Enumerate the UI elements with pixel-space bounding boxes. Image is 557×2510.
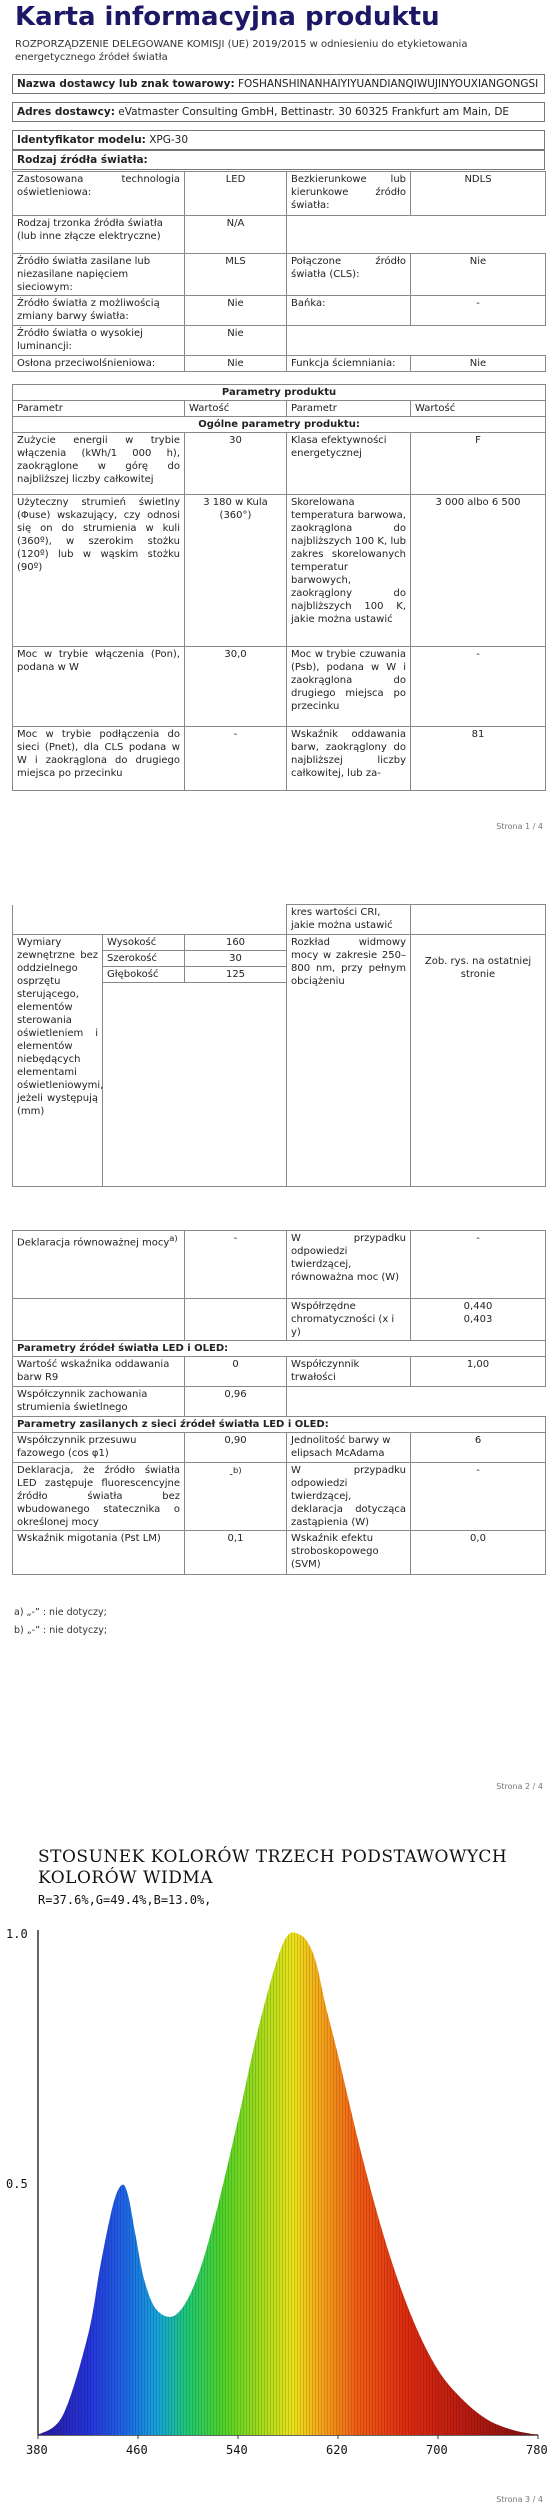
param-cell: Funkcja ściemniania: bbox=[287, 356, 411, 372]
value-cell: 6 bbox=[411, 1433, 546, 1463]
param-cell: Współczynnik zachowania strumienia świetlnego bbox=[13, 1387, 185, 1417]
param-cell: Źródło światła o wysokiej luminancji: bbox=[13, 326, 185, 356]
table-row bbox=[13, 1387, 546, 1417]
equiv-power-label: Deklaracja równoważnej mocy bbox=[17, 1237, 170, 1249]
table-row bbox=[13, 935, 546, 951]
chart-subtitle: R=37.6%,G=49.4%,B=13.0%, bbox=[38, 1893, 212, 1907]
page-number: Strona 1 / 4 bbox=[496, 822, 543, 831]
source-type-table bbox=[12, 171, 546, 372]
value-cell: Nie bbox=[185, 356, 287, 372]
supplier-value: FOSHANSHINANHAIYIYUANDIANQIWUJINYOUXIANGONGSI bbox=[238, 78, 539, 90]
table-header-row bbox=[13, 417, 546, 433]
param-cell: Bańka: bbox=[287, 296, 411, 326]
x-tick-label: 460 bbox=[126, 2443, 148, 2457]
empty-cell bbox=[103, 983, 185, 1187]
table-row bbox=[13, 1299, 546, 1341]
param-cell: W przypadku odpowiedzi twierdzącej, równoważna moc (W) bbox=[287, 1231, 411, 1299]
param-cell: Zastosowana technologia oświetleniowa: bbox=[13, 172, 185, 216]
param-cell: Moc w trybie czuwania (Psb), podana w W i zaokrąglona do drugiego miejsca po przecinku bbox=[287, 647, 411, 727]
table-header-row bbox=[13, 385, 546, 401]
value-cell: - bbox=[411, 1463, 546, 1531]
x-tick-label: 380 bbox=[26, 2443, 48, 2457]
spectrum-chart bbox=[0, 1825, 557, 2485]
table-row bbox=[13, 727, 546, 791]
param-cell: Użyteczny strumień świetlny (Φuse) wskazujący, czy odnosi się on do strumienia w kuli (360º), w szerokim stożku (120º) lub w wąskim stożku (90º) bbox=[13, 495, 185, 647]
value-cell bbox=[185, 1463, 287, 1531]
value-cell: LED bbox=[185, 172, 287, 216]
param-cell: Wartość wskaźnika oddawania barw R9 bbox=[13, 1357, 185, 1387]
product-params-table bbox=[12, 384, 546, 791]
address-row bbox=[12, 102, 545, 122]
y-tick-label: 1.0 bbox=[6, 1927, 28, 1941]
param-cell: Jednolitość barwy w elipsach McAdama bbox=[287, 1433, 411, 1463]
regulation-subtitle: ROZPORZĄDZENIE DELEGOWANE KOMISJI (UE) 2019/2015 w odniesieniu do etykietowania energetycznego źródeł światła bbox=[15, 39, 468, 63]
source-type-row bbox=[12, 150, 545, 170]
table-row bbox=[13, 254, 546, 296]
param-cell: Moc w trybie włączenia (Pon), podana w W bbox=[13, 647, 185, 727]
value-cell: N/A bbox=[185, 216, 287, 254]
value-cell: 0 bbox=[185, 1357, 287, 1387]
general-params-header: Ogólne parametry produktu: bbox=[13, 417, 546, 433]
param-cell: Współczynnik trwałości bbox=[287, 1357, 411, 1387]
dim-label: Głębokość bbox=[103, 967, 185, 983]
x-tick-label: 700 bbox=[426, 2443, 448, 2457]
value-cell: - bbox=[185, 1231, 287, 1299]
dim-value: 30 bbox=[185, 951, 287, 967]
value-cell: 0,1 bbox=[185, 1531, 287, 1575]
model-label: Identyfikator modelu: bbox=[17, 134, 146, 146]
table-row bbox=[13, 433, 546, 495]
value-cell: - bbox=[411, 1231, 546, 1299]
dim-value: 125 bbox=[185, 967, 287, 983]
column-header: Parametr bbox=[287, 401, 411, 417]
param-cell: Źródło światła zasilane lub niezasilane napięciem sieciowym: bbox=[13, 254, 185, 296]
table-row bbox=[13, 326, 546, 356]
value-cell: Nie bbox=[411, 356, 546, 372]
value-cell: 3 000 albo 6 500 bbox=[411, 495, 546, 647]
empty-cell bbox=[287, 216, 411, 254]
param-cell: Moc w trybie podłączenia do sieci (Pnet), dla CLS podana w W i zaokrąglona do drugiego miejsca po przecinku bbox=[13, 727, 185, 791]
param-cell: Zużycie energii w trybie włączenia (kWh/1 000 h), zaokrąglone w górę do najbliższej liczby całkowitej bbox=[13, 433, 185, 495]
page-1 bbox=[0, 0, 557, 840]
value-cell: 81 bbox=[411, 727, 546, 791]
empty-cell bbox=[411, 905, 546, 935]
param-cell: Deklaracja, że źródło światła LED zastępuje fluorescencyjne źródło światła bez wbudowanego statecznika o określonej mocy bbox=[13, 1463, 185, 1531]
value-cell: NDLS bbox=[411, 172, 546, 216]
dimensions-label: Wymiary zewnętrzne bez oddzielnego osprzętu sterującego, elementów sterowania oświetleniem i elementów niebędących elementami oświetleniowymi, jeżeli występują (mm) bbox=[13, 935, 103, 1187]
lower-params-table bbox=[12, 1230, 546, 1575]
param-cell: W przypadku odpowiedzi twierdzącej, deklaracja dotycząca zastąpienia (W) bbox=[287, 1463, 411, 1531]
value-cell: 0,440 0,403 bbox=[411, 1299, 546, 1341]
empty-cell bbox=[185, 905, 287, 935]
value-cell: - bbox=[411, 647, 546, 727]
address-label: Adres dostawcy: bbox=[17, 106, 115, 118]
column-header: Wartość bbox=[411, 401, 546, 417]
param-cell: Współczynnik przesuwu fazowego (cos φ1) bbox=[13, 1433, 185, 1463]
x-tick-label: 780 bbox=[526, 2443, 548, 2457]
dash-value: - bbox=[229, 1469, 234, 1481]
param-cell: Współrzędne chromatyczności (x i y) bbox=[287, 1299, 411, 1341]
empty-cell bbox=[185, 983, 287, 1187]
table-row bbox=[13, 356, 546, 372]
led-params-header: Parametry źródeł światła LED i OLED: bbox=[13, 1341, 546, 1357]
table-row bbox=[13, 1531, 546, 1575]
spectrum-hatch bbox=[38, 1932, 538, 2435]
model-value: XPG-30 bbox=[149, 134, 189, 146]
param-cell: Bezkierunkowe lub kierunkowe źródło światła: bbox=[287, 172, 411, 216]
param-cell: Źródło światła z możliwością zmiany barwy światła: bbox=[13, 296, 185, 326]
table-header-row bbox=[13, 1417, 546, 1433]
page-number: Strona 2 / 4 bbox=[496, 1782, 543, 1791]
document-title: Karta informacyjna produktu bbox=[15, 2, 440, 32]
empty-cell bbox=[13, 905, 103, 935]
value-cell: MLS bbox=[185, 254, 287, 296]
empty-cell bbox=[411, 326, 546, 356]
value-cell: F bbox=[411, 433, 546, 495]
column-header: Parametr bbox=[13, 401, 185, 417]
y-tick-label: 0.5 bbox=[6, 2177, 28, 2191]
spectral-value: Zob. rys. na ostatniej stronie bbox=[411, 935, 546, 1187]
table-row bbox=[13, 905, 546, 935]
dim-value: 160 bbox=[185, 935, 287, 951]
table-row bbox=[13, 1357, 546, 1387]
param-cell: Połączone źródło światła (CLS): bbox=[287, 254, 411, 296]
table-header-row bbox=[13, 1341, 546, 1357]
page-3 bbox=[0, 1825, 557, 2510]
column-header: Wartość bbox=[185, 401, 287, 417]
value-cell: 30 bbox=[185, 433, 287, 495]
value-cell: - bbox=[411, 296, 546, 326]
continued-table bbox=[12, 904, 546, 1187]
empty-cell bbox=[411, 1387, 546, 1417]
table-row bbox=[13, 1433, 546, 1463]
param-cell: Wskaźnik efektu stroboskopowego (SVM) bbox=[287, 1531, 411, 1575]
x-tick-label: 620 bbox=[326, 2443, 348, 2457]
table-row bbox=[13, 216, 546, 254]
param-cell: Osłona przeciwolśnieniowa: bbox=[13, 356, 185, 372]
product-params-header: Parametry produktu bbox=[13, 385, 546, 401]
value-cell: Nie bbox=[185, 296, 287, 326]
model-row bbox=[12, 130, 545, 150]
page-number: Strona 3 / 4 bbox=[496, 2495, 543, 2504]
source-type-label: Rodzaj źródła światła: bbox=[17, 154, 148, 166]
value-cell: Nie bbox=[185, 326, 287, 356]
value-cell: Nie bbox=[411, 254, 546, 296]
dim-label: Szerokość bbox=[103, 951, 185, 967]
param-cell: Skorelowana temperatura barwowa, zaokrąglona do najbliższych 100 K, lub zakres skorelowanych temperatur barwowych, zaokrąglony do najbliższych 100 K, jakie można ustawić bbox=[287, 495, 411, 647]
value-cell: - bbox=[185, 727, 287, 791]
param-cell: Klasa efektywności energetycznej bbox=[287, 433, 411, 495]
empty-cell bbox=[13, 1299, 185, 1341]
value-cell: 3 180 w Kula (360°) bbox=[185, 495, 287, 647]
param-cell: kres wartości CRI, jakie można ustawić bbox=[287, 905, 411, 935]
supplier-label: Nazwa dostawcy lub znak towarowy: bbox=[17, 78, 235, 90]
param-cell: Wskaźnik oddawania barw, zaokrąglony do najbliższej liczby całkowitej, lub za- bbox=[287, 727, 411, 791]
table-row bbox=[13, 1463, 546, 1531]
value-cell: 1,00 bbox=[411, 1357, 546, 1387]
footnote-ref: b) bbox=[233, 1465, 242, 1475]
x-tick-label: 540 bbox=[226, 2443, 248, 2457]
empty-cell bbox=[287, 1387, 411, 1417]
param-cell: Rodzaj trzonka źródła światła (lub inne złącze elektryczne) bbox=[13, 216, 185, 254]
footnote-b: b) „-” : nie dotyczy; bbox=[14, 1625, 108, 1636]
table-row bbox=[13, 172, 546, 216]
address-value: eVatmaster Consulting GmbH, Bettinastr. 30 60325 Frankfurt am Main, DE bbox=[118, 106, 510, 118]
chart-title: STOSUNEK KOLORÓW TRZECH PODSTAWOWYCH KOLORÓW WIDMA bbox=[38, 1847, 508, 1888]
value-cell: 0,0 bbox=[411, 1531, 546, 1575]
value-cell: 0,90 bbox=[185, 1433, 287, 1463]
footnote-a: a) „-” : nie dotyczy; bbox=[14, 1607, 107, 1618]
mains-params-header: Parametry zasilanych z sieci źródeł światła LED i OLED: bbox=[13, 1417, 546, 1433]
param-cell: Wskaźnik migotania (Pst LM) bbox=[13, 1531, 185, 1575]
supplier-row bbox=[12, 74, 545, 94]
dim-label: Wysokość bbox=[103, 935, 185, 951]
table-row bbox=[13, 296, 546, 326]
table-row bbox=[13, 647, 546, 727]
column-header-row bbox=[13, 401, 546, 417]
empty-cell bbox=[185, 1299, 287, 1341]
page-2 bbox=[0, 900, 557, 1820]
empty-cell bbox=[103, 905, 185, 935]
spectral-label: Rozkład widmowy mocy w zakresie 250–800 nm, przy pełnym obciążeniu bbox=[287, 935, 411, 1187]
empty-cell bbox=[411, 216, 546, 254]
table-row bbox=[13, 495, 546, 647]
value-cell: 0,96 bbox=[185, 1387, 287, 1417]
value-cell: 30,0 bbox=[185, 647, 287, 727]
param-cell: Deklaracja równoważnej mocy$^{a)}$ bbox=[13, 1231, 185, 1299]
table-row bbox=[13, 1231, 546, 1299]
empty-cell bbox=[287, 326, 411, 356]
